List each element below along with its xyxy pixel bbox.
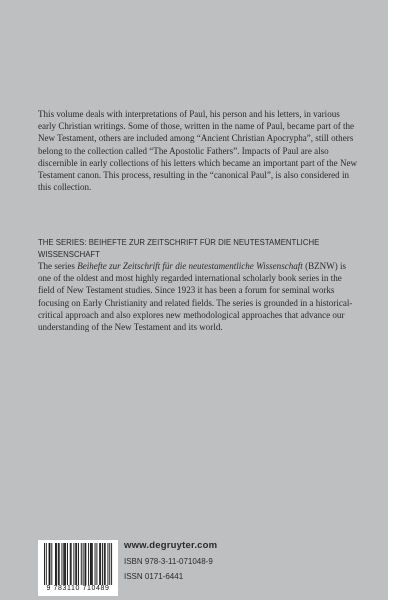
barcode-bar xyxy=(71,543,72,585)
publisher-url: www.degruyter.com xyxy=(124,540,218,551)
barcode-bar xyxy=(76,543,77,585)
barcode-bar xyxy=(75,543,76,585)
barcode-bar xyxy=(107,543,108,585)
barcode-bar xyxy=(59,543,60,585)
barcode-bar xyxy=(100,543,101,585)
page-edge xyxy=(388,0,400,600)
barcode-bar xyxy=(95,543,96,585)
barcode-bar xyxy=(64,543,65,585)
issn-number: ISSN 0171-6441 xyxy=(124,572,184,581)
barcode-bar xyxy=(73,543,74,585)
barcode-bar xyxy=(90,543,91,585)
barcode-bar xyxy=(85,543,86,585)
barcode-bar xyxy=(81,543,82,585)
barcode-bar xyxy=(88,543,89,585)
book-description: This volume deals with interpretations of Paul, his person and his letters, in various early Christian writings. Some of those, written in the name of Paul, became part of the New Testament, others are included among “Ancient Christian Apocrypha”, still others belong to the collection called “The Apostolic Fathers”. Impacts of Paul are also discernible in early collections of his letters which became an important part of the New Testament canon. This process, resulting in the “canonical Paul”, is also considered in this collection. xyxy=(38,109,358,193)
barcode-bar xyxy=(84,543,85,585)
barcode-bar xyxy=(65,543,66,585)
barcode-bar xyxy=(44,543,45,585)
series-title: Beihefte zur Zeitschrift für die neutestamentliche Wissenschaft xyxy=(77,261,303,271)
barcode-bar xyxy=(78,543,79,585)
barcode-bar xyxy=(61,543,62,585)
barcode-bar xyxy=(46,543,47,585)
barcode-bar xyxy=(102,543,103,585)
barcode-bar xyxy=(111,543,112,585)
barcode-bar xyxy=(63,543,64,585)
barcode-bar xyxy=(70,543,71,585)
barcode-bar xyxy=(67,543,68,585)
barcode-bar xyxy=(49,543,50,585)
barcode-bar xyxy=(91,543,92,585)
isbn-barcode xyxy=(38,540,118,596)
barcode-bar xyxy=(96,543,97,585)
series-intro: The series xyxy=(38,261,78,271)
series-body: (BZNW) is one of the oldest and most highly regarded international scholarly book series in the field of New Testament studies. Since 1923 it has been a forum for seminal works focusing on Early Christianity and related fields. The series is grounded in a historical-critical approach and also explores new methodological approaches that advance our understanding of the New Testament and its world. xyxy=(38,261,353,333)
barcode-digits: 9 783110 710489 xyxy=(46,585,110,592)
barcode-bar xyxy=(105,543,106,585)
isbn-number: ISBN 978-3-11-071048-9 xyxy=(124,557,213,566)
barcode-bar xyxy=(92,543,93,585)
barcode-bar xyxy=(99,543,100,585)
barcode-bar xyxy=(51,543,52,585)
series-heading: THE SERIES: BEIHEFTE ZUR ZEITSCHRIFT FÜR DIE NEUTESTAMENTLICHE WISSENSCHAFT xyxy=(38,238,320,259)
series-description xyxy=(38,260,360,333)
barcode-bar xyxy=(83,543,84,585)
barcode-bar xyxy=(58,543,59,585)
barcode-bar xyxy=(50,543,51,585)
barcode-bar xyxy=(55,543,56,585)
barcode-bar xyxy=(104,543,105,585)
barcode-bar xyxy=(109,543,110,585)
barcode-bar xyxy=(56,543,57,585)
